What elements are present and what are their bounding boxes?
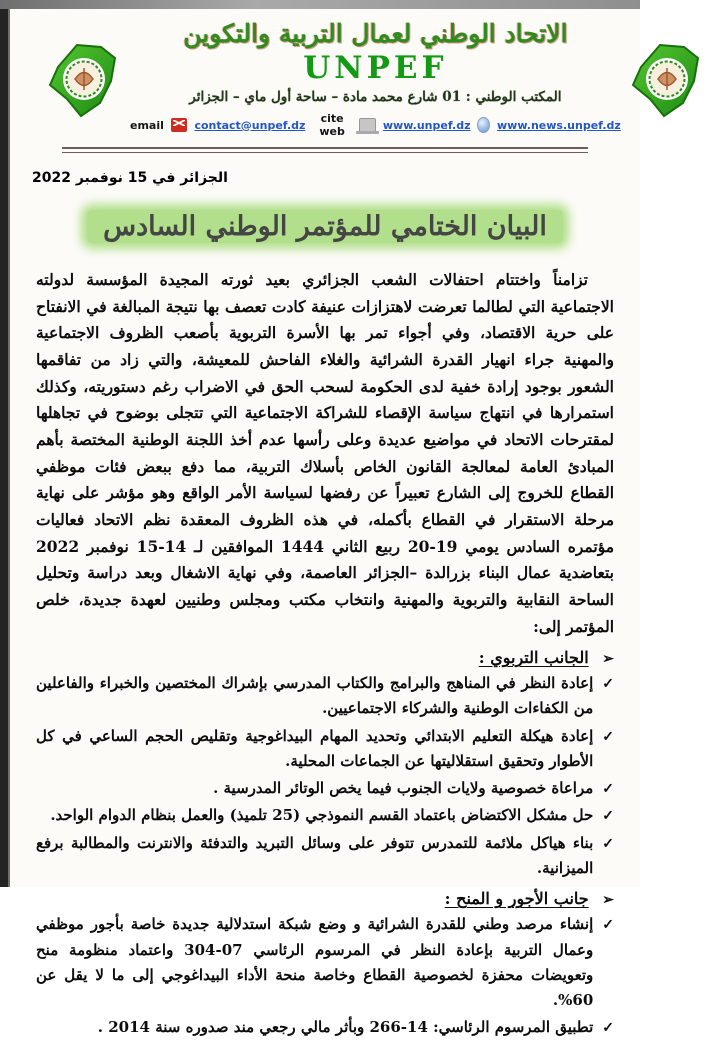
- list-item-text: مراعاة خصوصية ولايات الجنوب فيما يخص الوتائر المدرسية .: [213, 778, 594, 797]
- email-link[interactable]: contact@unpef.dz: [194, 118, 306, 132]
- org-name-arabic: الاتحاد الوطني لعمال التربية والتكوين: [183, 19, 568, 48]
- list-item: [36, 912, 614, 1013]
- check-icon: ✓: [602, 917, 614, 934]
- list-item: [36, 724, 614, 774]
- check-icon: ✓: [602, 728, 614, 745]
- list-item: [36, 803, 614, 829]
- news-website-link[interactable]: www.news.unpef.dz: [497, 118, 621, 132]
- globe-icon: [477, 117, 490, 133]
- check-icon: ✓: [602, 676, 614, 693]
- section-heading-label: جانب الأجور و المنح :: [444, 889, 589, 909]
- list-item: [36, 776, 614, 802]
- org-acronym: UNPEF: [303, 50, 448, 86]
- wages-points-list: [36, 912, 614, 1040]
- envelope-icon: [171, 118, 188, 132]
- list-item: [36, 671, 614, 721]
- date-line: الجزائر في 15 نوفمبر 2022: [32, 170, 228, 186]
- page-title: البيان الختامي للمؤتمر الوطني السادس: [87, 210, 563, 243]
- website-link[interactable]: www.unpef.dz: [382, 118, 471, 132]
- check-icon: ✓: [602, 808, 614, 825]
- arrow-bullet-icon: ➢: [602, 651, 614, 668]
- header-divider: [62, 147, 588, 153]
- section-heading-label: الجانب التربوي :: [478, 648, 589, 668]
- laptop-icon: [359, 118, 376, 132]
- org-address: المكتب الوطني : 01 شارع محمد مادة – ساحة أول ماي – الجزائر: [189, 89, 562, 105]
- list-item: [36, 831, 614, 881]
- intro-paragraph: تزامناً واختتام احتفالات الشعب الجزائري بعيد ثورته المجيدة المؤسسة لدولته الاجتماعية التي لطالما تعرضت لاهتزازات عنيفة كادت تعصف بها نتيجة المبالغة في الانفتاح على حرية الاقتصاد، وفي أجواء تمر بها الأسرة التربوية بأصعب الظروف الاجتماعية والمهنية جراء انهيار القدرة الشرائية والغلاء الفاحش للمعيشة، والتي زاد من تفاقمها الشعور بوجود إرادة خفية لدى الحكومة لسحب الحق في الاضراب رغم دستوريته، وكذلك استمرارها في انتهاج سياسة الإقصاء للشراكة الاجتماعية التي تتجلى بوضوح في تجاهلها لمقترحات الاتحاد في مواضيع عديدة وعلى رأسها عدم أخذ اللجنة الوطنية المختصة بأهم المبادئ العامة لمعالجة القانون الخاص بأسلاك التربية، مما دفع ببعض فئات موظفي القطاع للخروج إلى الشارع تعبيراً عن رفضها لسياسة الأمر الواقع وهو مؤشر على نهاية مرحلة الاستقرار في القطاع بأكمله، في هذه الظروف المعقدة نظم الاتحاد فعاليات مؤتمره السادس يومي 19-20 ربيع الثاني 1444 الموافقين لـ 14-15 نوفمبر 2022 بتعاضدية عمال البناء بزرالدة –الجزائر العاصمة، وفي نهاية الاشغال وبعد دراسة وتحليل الساحة النقابية والتربوية والمهنية وانتخاب مكتب ومجلس وطنيين لعهدة جديدة، خلص المؤتمر إلى:: [36, 270, 614, 636]
- letterhead: [10, 9, 640, 138]
- list-item: [36, 1015, 614, 1041]
- unpef-logo-right-icon: [627, 37, 707, 121]
- list-item-text: إعادة هيكلة التعليم الابتدائي وتحديد المهام البيداغوجية وتقليص الحجم الساعي في كل الأطوار وتحقيق استقلاليتها عن الجماعات المحلية.: [36, 726, 594, 770]
- list-item-text: إنشاء مرصد وطني للقدرة الشرائية و وضع شبكة استدلالية جديدة خاصة بأجور موظفي وعمال التربية بإعادة النظر في المرسوم الرئاسي 07-304 واعتماد منظومة منح وتعويضات محفزة لخصوصية القطاع وخاصة منحة الأداء البيداغوجي إلى ما لا يقل عن 60%.: [36, 915, 594, 1009]
- web-label: cite web: [319, 112, 345, 138]
- list-item-text: تطبيق المرسوم الرئاسي: 14-266 وبأثر مالي رجعي مند صدوره سنة 2014 .: [97, 1018, 594, 1037]
- list-item-text: إعادة النظر في المناهج والبرامج والكتاب المدرسي بإشراك المختصين والخبراء والفاعلين من الكفاءات الوطنية والشركاء الاجتماعيين.: [36, 674, 594, 718]
- section-heading-wages: [36, 889, 614, 908]
- education-points-list: [36, 671, 614, 881]
- arrow-bullet-icon: ➢: [602, 892, 614, 909]
- unpef-logo-left-icon: [44, 37, 124, 121]
- check-icon: ✓: [602, 835, 614, 852]
- list-item-text: حل مشكل الاكتضاض باعتماد القسم النموذجي (25 تلميذ) والعمل بنظام الدوام الواحد.: [50, 806, 594, 825]
- contact-line: [130, 112, 621, 138]
- check-icon: ✓: [602, 1020, 614, 1037]
- check-icon: ✓: [602, 780, 614, 797]
- photo-left-edge: [0, 9, 10, 887]
- list-item-text: بناء هياكل ملائمة للتمدرس تتوفر على وسائل التبريد والتدفئة والانترنت والمطالبة برفع الميزانية.: [36, 833, 594, 878]
- section-heading-education: [36, 648, 614, 667]
- title-row: [10, 210, 640, 243]
- email-label: email: [130, 118, 164, 132]
- photo-top-edge: [0, 0, 640, 9]
- letterhead-center: [124, 19, 627, 138]
- document-page: [10, 9, 640, 1037]
